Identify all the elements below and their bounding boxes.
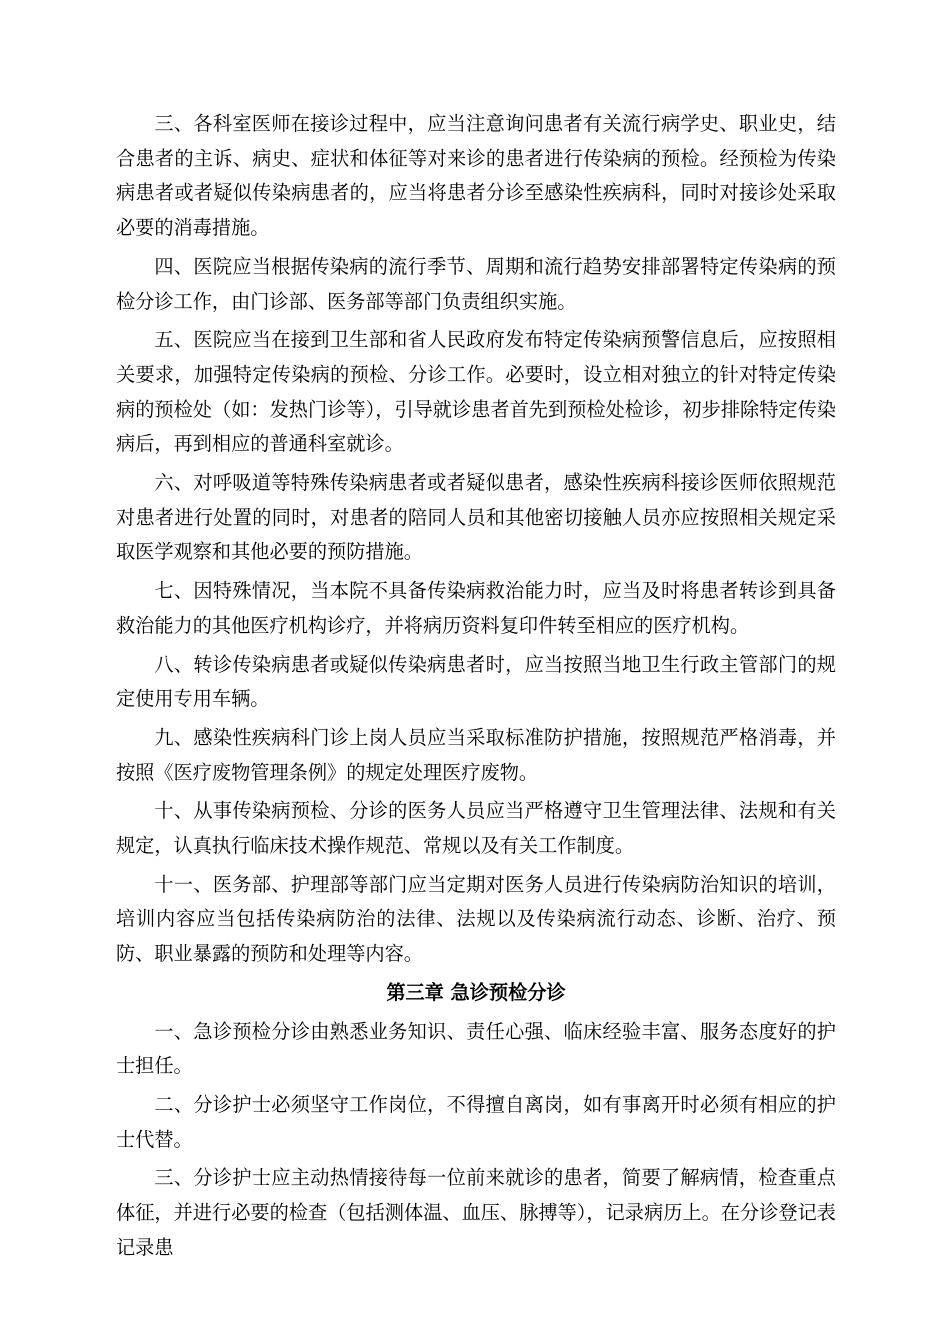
paragraph-7: 七、因特殊情况，当本院不具备传染病救治能力时，应当及时将患者转诊到具备救治能力的其他医疗机构诊疗，并将病历资料复印件转至相应的医疗机构。 [116, 579, 836, 637]
paragraph-6: 六、对呼吸道等特殊传染病患者或者疑似患者，感染性疾病科接诊医师依照规范对患者进行处置的同时，对患者的陪同人员和其他密切接触人员亦应按照相关规定采取医学观察和其他必要的预防措施。 [116, 471, 836, 564]
triage-paragraph-2: 二、分诊护士必须坚守工作岗位，不得擅自离岗，如有事离开时必须有相应的护士代替。 [116, 1092, 836, 1151]
triage-paragraph-1: 一、急诊预检分诊由熟悉业务知识、责任心强、临床经验丰富、服务态度好的护士担任。 [116, 1019, 836, 1078]
paragraph-5: 五、医院应当在接到卫生部和省人民政府发布特定传染病预警信息后，应按照相关要求，加强特定传染病的预检、分诊工作。必要时，设立相对独立的针对特定传染病的预检处（如：发热门诊等），引导就诊患者首先到预检处检诊，初步排除特定传染病后，再到相应的普通科室就诊。 [116, 328, 836, 456]
chapter-heading: 第三章 急诊预检分诊 [386, 980, 566, 1004]
paragraph-8: 八、转诊传染病患者或疑似传染病患者时，应当按照当地卫生行政主管部门的规定使用专用车辆。 [116, 652, 836, 711]
paragraph-10: 十、从事传染病预检、分诊的医务人员应当严格遵守卫生管理法律、法规和有关规定，认真执行临床技术操作规范、常规以及有关工作制度。 [116, 799, 836, 858]
paragraph-3: 三、各科室医师在接诊过程中，应当注意询问患者有关流行病学史、职业史，结合患者的主诉、病史、症状和体征等对来诊的患者进行传染病的预检。经预检为传染病患者或者疑似传染病患者的，应当将患者分诊至感染性疾病科，同时对接诊处采取必要的消毒措施。 [116, 112, 836, 240]
triage-paragraph-3: 三、分诊护士应主动热情接待每一位前来就诊的患者，简要了解病情，检查重点体征，并进行必要的检查（包括测体温、血压、脉搏等），记录病历上。在分诊登记表记录患 [116, 1166, 836, 1259]
paragraph-4: 四、医院应当根据传染病的流行季节、周期和流行趋势安排部署特定传染病的预检分诊工作，由门诊部、医务部等部门负责组织实施。 [116, 254, 836, 313]
paragraph-9: 九、感染性疾病科门诊上岗人员应当采取标准防护措施，按照规范严格消毒，并按照《医疗废物管理条例》的规定处理医疗废物。 [116, 725, 836, 784]
paragraph-11: 十一、医务部、护理部等部门应当定期对医务人员进行传染病防治知识的培训，培训内容应当包括传染病防治的法律、法规以及传染病流行动态、诊断、治疗、预防、职业暴露的预防和处理等内容。 [116, 872, 836, 966]
document-body [116, 107, 836, 1270]
